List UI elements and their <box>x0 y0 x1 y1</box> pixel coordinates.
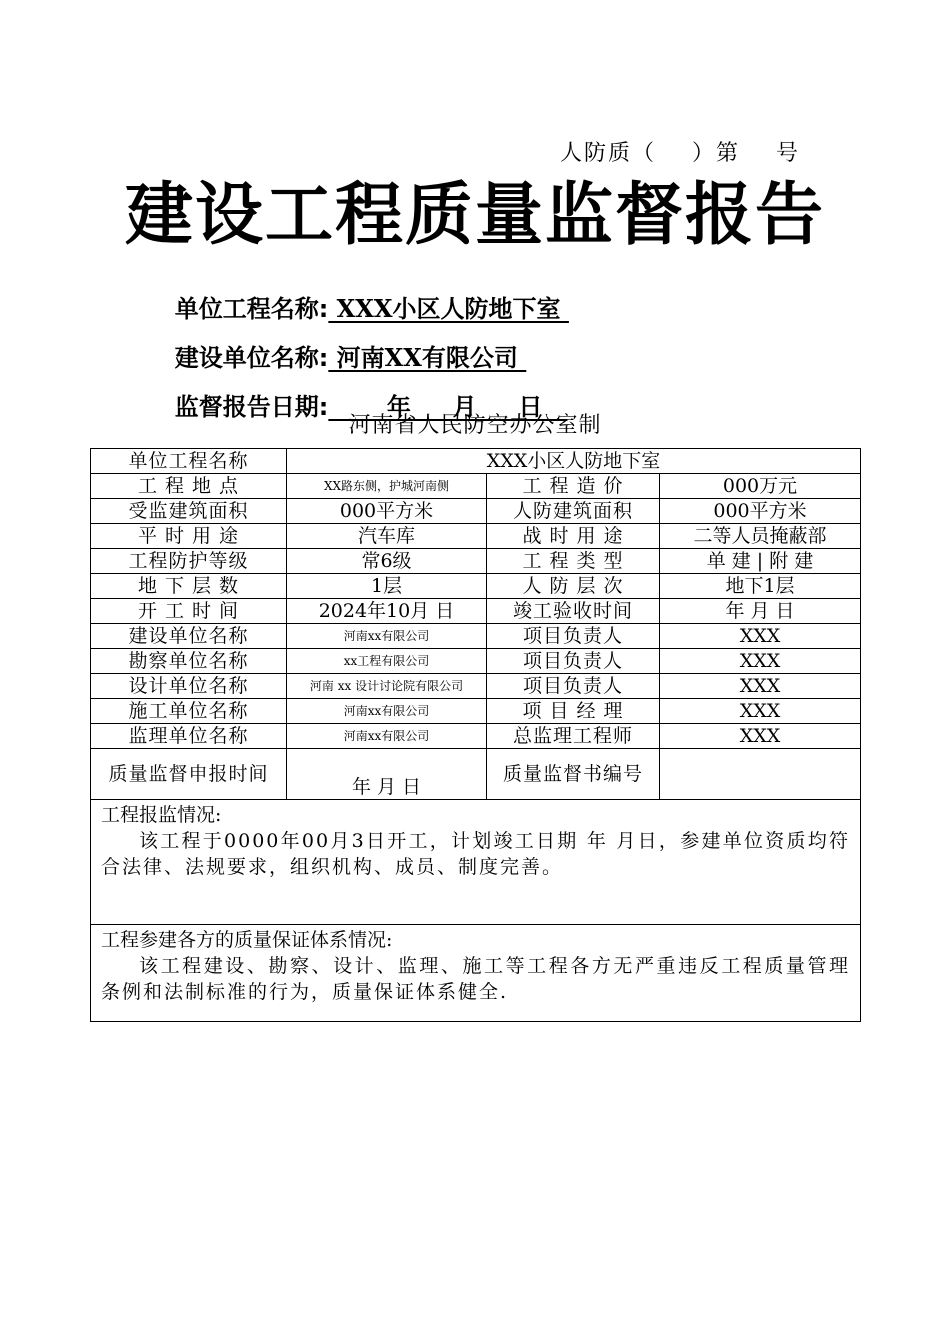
page-title: 建设工程质量监督报告 <box>124 176 825 255</box>
info-label: 建设单位名称: <box>174 344 329 372</box>
table-label: 竣工验收时间 <box>487 599 660 624</box>
quality-assurance-section <box>91 925 861 1022</box>
table-value: 地下1层 <box>660 574 861 599</box>
table-label: 战 时 用 途 <box>487 524 660 549</box>
supervision-table <box>90 448 861 1022</box>
table-value: XXX <box>660 724 861 749</box>
table-value <box>660 749 861 800</box>
document-number: 人防质（ ）第 号 <box>560 141 800 166</box>
table-value: 2024年10月 日 <box>287 599 487 624</box>
table-label: 受监建筑面积 <box>91 499 287 524</box>
table-value: 河南 xx 设计讨论院有限公司 <box>287 674 487 699</box>
table-label: 质量监督申报时间 <box>91 749 287 800</box>
table-label: 设计单位名称 <box>91 674 287 699</box>
table-label: 工 程 类 型 <box>487 549 660 574</box>
table-value: 汽车库 <box>287 524 487 549</box>
table-label: 工 程 造 价 <box>487 474 660 499</box>
table-value: 000平方米 <box>660 499 861 524</box>
table-value: 1层 <box>287 574 487 599</box>
table-label: 总监理工程师 <box>487 724 660 749</box>
table-label: 单位工程名称 <box>91 449 287 474</box>
table-value: 河南xx有限公司 <box>287 724 487 749</box>
section-title: 工程参建各方的质量保证体系情况: <box>101 929 393 951</box>
table-row <box>91 474 861 499</box>
table-row <box>91 649 861 674</box>
info-label: 单位工程名称: <box>174 295 329 323</box>
section-title: 工程报监情况: <box>101 804 222 826</box>
table-value: 单 建 | 附 建 <box>660 549 861 574</box>
table-value: XXX <box>660 674 861 699</box>
info-value: XXX小区人防地下室 <box>328 294 569 323</box>
table-row <box>91 599 861 624</box>
table-row <box>91 724 861 749</box>
section-body: 该工程建设、勘察、设计、监理、施工等工程各方无严重违反工程质量管理条例和法制标准的行为，质量保证体系健全. <box>101 955 851 1003</box>
table-label: 勘察单位名称 <box>91 649 287 674</box>
table-value: 年 月 日 <box>660 599 861 624</box>
table-value: 河南xx有限公司 <box>287 624 487 649</box>
table-value: XXX <box>660 649 861 674</box>
table-row <box>91 699 861 724</box>
table-label: 工程防护等级 <box>91 549 287 574</box>
table-label: 人 防 层 次 <box>487 574 660 599</box>
table-value: XXX小区人防地下室 <box>287 449 861 474</box>
table-row <box>91 549 861 574</box>
table-row <box>91 624 861 649</box>
table-label: 建设单位名称 <box>91 624 287 649</box>
table-label: 监理单位名称 <box>91 724 287 749</box>
table-row <box>91 800 861 925</box>
table-label: 质量监督书编号 <box>487 749 660 800</box>
table-label: 项 目 经 理 <box>487 699 660 724</box>
table-label: 平 时 用 途 <box>91 524 287 549</box>
table-label: 工 程 地 点 <box>91 474 287 499</box>
table-label: 开 工 时 间 <box>91 599 287 624</box>
table-row <box>91 925 861 1022</box>
table-row <box>91 574 861 599</box>
table-row <box>91 749 861 800</box>
table-row <box>91 674 861 699</box>
table-value: XX路东侧，护城河南侧 <box>287 474 487 499</box>
table-value: 二等人员掩蔽部 <box>660 524 861 549</box>
table-value: 常6级 <box>287 549 487 574</box>
table-label: 施工单位名称 <box>91 699 287 724</box>
info-value: 河南XX有限公司 <box>328 343 527 372</box>
info-label: 监督报告日期: <box>174 393 329 421</box>
table-value: XXX <box>660 699 861 724</box>
issuing-organization: 河南省人民防空办公室制 <box>348 413 602 438</box>
table-label: 地 下 层 数 <box>91 574 287 599</box>
table-value: 河南xx有限公司 <box>287 699 487 724</box>
table-label: 人防建筑面积 <box>487 499 660 524</box>
table-value: xx工程有限公司 <box>287 649 487 674</box>
table-label: 项目负责人 <box>487 624 660 649</box>
table-label: 项目负责人 <box>487 674 660 699</box>
table-row <box>91 524 861 549</box>
table-value: 000平方米 <box>287 499 487 524</box>
info-value: 年 月 日 <box>328 392 568 421</box>
section-body: 该工程于0000年00月3日开工，计划竣工日期 年 月日，参建单位资质均符合法律、法规要求，组织机构、成员、制度完善。 <box>101 830 851 878</box>
report-status-section <box>91 800 861 925</box>
table-row <box>91 499 861 524</box>
table-row <box>91 449 861 474</box>
table-value: 000万元 <box>660 474 861 499</box>
table-value: XXX <box>660 624 861 649</box>
table-value: 年 月 日 <box>287 749 487 800</box>
table-label: 项目负责人 <box>487 649 660 674</box>
